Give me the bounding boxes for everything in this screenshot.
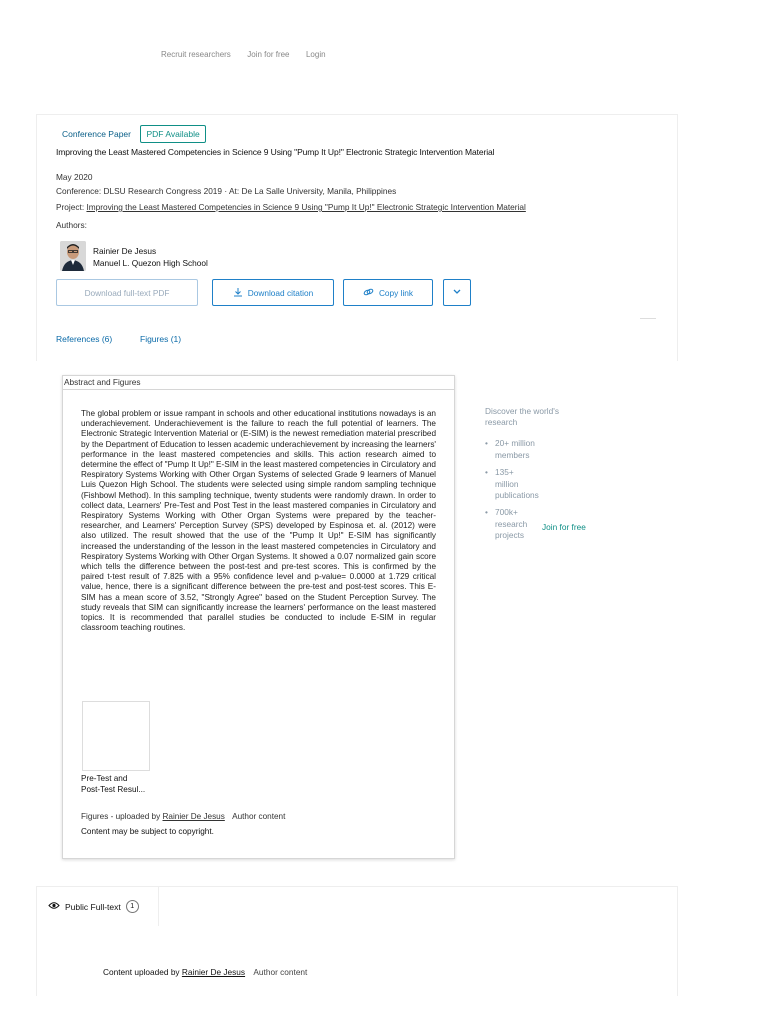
abstract-heading: Abstract and Figures <box>63 376 454 390</box>
paper-conference: Conference: DLSU Research Congress 2019 · At: De La Salle University, Manila, Philippines <box>56 186 397 196</box>
stat-projects-value: 700k+ <box>495 507 518 517</box>
abstract-text: The global problem or issue rampant in schools and other educational institutions nowadays is an underachievement. Underachievement is the failure to reach the full potential of learners. The Electronic Strategic Intervention Material or (E-SIM) is the newest remediation material prescribed by the Department of Education to lessen academic underachievement by increasing the learners' performance in the least mastered competencies and skills. This action research aimed to determine the effect of "Pump It Up!" E-SIM in the least mastered competencies in Circulatory and Respiratory Systems Working with Other Organ Systems of selected Grade 9 learners of Manuel Luis Quezon High School. The students were selected using simple random sampling technique (Fishbowl Method). In this sampling technique, twenty students were randomly drawn. In order to collect data, Learners' Pre-Test and Post Test in the least mastered companies in Circulatory and Respiratory Systems Working with Other Organ Systems were prepared by the teacher-researcher, and Learners' Perception Survey (SPS) developed by Espinosa et. al. (2012) were also utilized. The result showed that the use of the "Pump It Up!" E-SIM has significantly increased the understanding of the lesson in the least mastered competencies in Circulatory and Respiratory Systems Working with Other Organ Systems. It showed a 0.07 normalized gain score which tells the difference between the post-test and pre-test scores. This is confirmed by the paired t-test result of 7.825 with a 95% confidence level and p-value= 0.0000 at 1.729 critical value, hence, there is a significant difference between the pre-test and post-test scores. This E-SIM has a mean score of 3.52, "Strongly Agree" based on the Student Perception Survey. The study reveals that SIM can significantly increase the learners' performance on the least mastered topics. It is recommended that parallel studies be conducted to include E-SIM in regular classroom teaching routines. <box>81 409 436 633</box>
stat-publications: • 135+ million publications <box>485 467 539 500</box>
figure-caption[interactable] <box>81 773 145 795</box>
stat-members: • 20+ million members <box>485 438 535 460</box>
paper-badges <box>57 124 206 143</box>
paper-title: Improving the Least Mastered Competencies in Science 9 Using "Pump It Up!" Electronic Strategic Intervention Material <box>56 147 495 157</box>
authors-label: Authors: <box>56 220 87 230</box>
figures-upload-info <box>81 812 285 821</box>
login-link[interactable]: Login <box>305 50 326 59</box>
figure-caption-line2: Post-Test Resul... <box>81 785 146 794</box>
stat-projects-label: projects <box>495 530 525 540</box>
content-uploader-link[interactable]: Rainier De Jesus <box>181 967 246 977</box>
figures-uploader-link[interactable]: Rainier De Jesus <box>162 812 225 821</box>
figure-caption-line1: Pre-Test and <box>81 774 128 783</box>
download-citation-button[interactable] <box>212 279 334 306</box>
join-for-free-link[interactable]: Join for free <box>247 50 290 59</box>
tab-references[interactable]: References (6) <box>56 334 113 344</box>
download-full-text-button[interactable] <box>56 279 198 306</box>
chevron-down-icon <box>452 288 462 298</box>
link-icon <box>363 287 374 299</box>
conference-paper-badge: Conference Paper <box>62 129 131 139</box>
copyright-note: Content may be subject to copyright. <box>81 827 214 836</box>
copy-link-button[interactable] <box>343 279 433 306</box>
discover-line1: Discover the world's <box>485 406 559 416</box>
more-options-button[interactable] <box>443 279 471 306</box>
author-avatar[interactable] <box>60 241 86 271</box>
author-affiliation: Manuel L. Quezon High School <box>93 258 208 268</box>
tab-public-full-text[interactable] <box>48 900 139 913</box>
stat-publications-unit: million <box>495 478 519 489</box>
paper-project <box>56 202 676 212</box>
discover-line2: research <box>485 417 518 427</box>
figure-thumbnail[interactable] <box>82 701 150 771</box>
stat-members-value: 20+ million <box>495 438 535 448</box>
stat-projects: • 700k+ research projects <box>485 507 528 540</box>
download-full-text-label: Download full-text PDF <box>84 287 170 298</box>
content-author-label: Author content <box>253 967 308 977</box>
project-link[interactable]: Improving the Least Mastered Competencies in Science 9 Using "Pump It Up!" Electronic Strategic Intervention Material <box>86 202 526 212</box>
tab-figures[interactable]: Figures (1) <box>140 334 182 344</box>
stat-projects-unit: research <box>495 518 528 529</box>
content-uploaded-by-label: Content uploaded by <box>103 967 180 977</box>
project-label: Project: <box>56 202 85 212</box>
conference-location: De La Salle University, Manila, Philippines <box>241 186 397 196</box>
public-full-text-label: Public Full-text <box>65 901 121 912</box>
author-name[interactable]: Rainier De Jesus <box>93 246 157 256</box>
recruit-researchers-link[interactable]: Recruit researchers <box>161 50 231 59</box>
full-text-count-badge: 1 <box>126 900 139 913</box>
copy-link-label: Copy link <box>378 287 414 298</box>
stat-publications-label: publications <box>495 490 539 500</box>
pdf-available-badge: PDF Available <box>140 125 205 143</box>
discover-heading <box>485 406 559 428</box>
stat-publications-value: 135+ <box>495 467 514 477</box>
download-icon <box>233 287 243 299</box>
download-citation-label: Download citation <box>247 287 314 298</box>
author-content-label: Author content <box>232 812 286 821</box>
at-label: At: <box>228 186 240 196</box>
conference-label: Conference: <box>56 186 102 196</box>
divider <box>640 318 656 319</box>
eye-icon <box>48 901 60 912</box>
sidebar-join-button[interactable]: Join for free <box>542 522 586 532</box>
conference-name: DLSU Research Congress 2019 <box>103 186 223 196</box>
top-nav <box>161 44 338 62</box>
tab-divider <box>158 886 159 926</box>
stat-members-label: members <box>495 449 530 460</box>
content-uploaded-line <box>103 967 307 977</box>
figures-uploaded-by-label: Figures - uploaded by <box>81 812 161 821</box>
paper-date: May 2020 <box>56 172 93 182</box>
